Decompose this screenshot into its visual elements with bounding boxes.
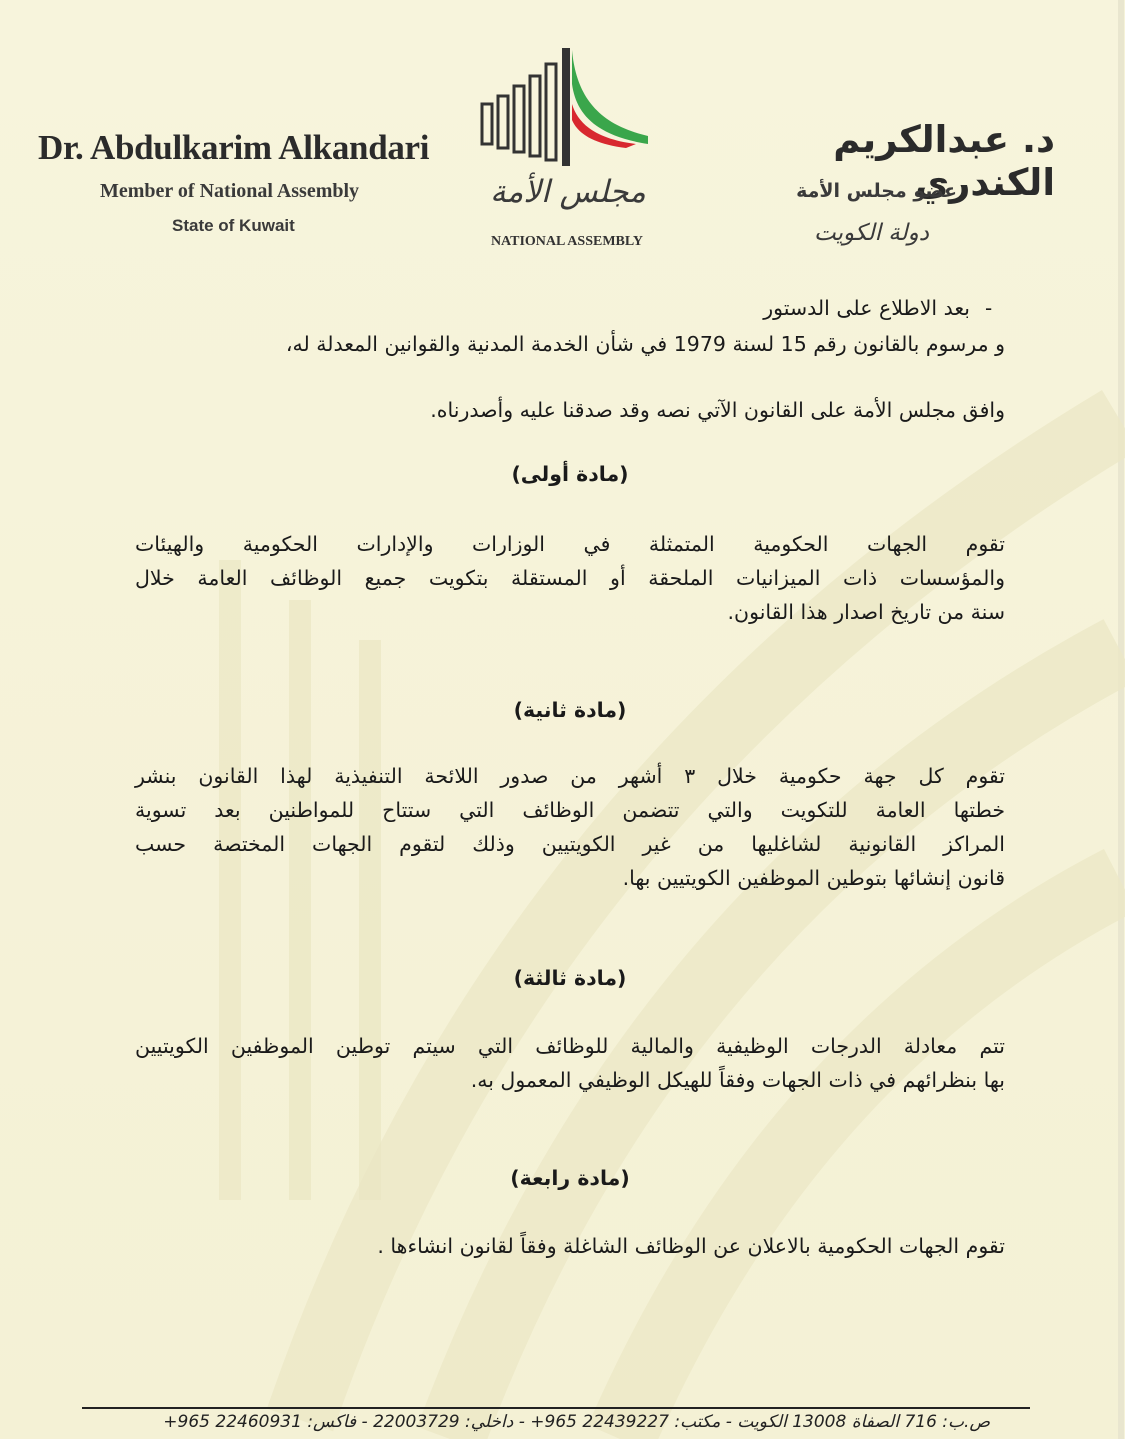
article-3-title: (مادة ثالثة) xyxy=(513,966,627,990)
arabic-role: عضو مجلس الأمة xyxy=(796,180,957,202)
english-state: State of Kuwait xyxy=(172,216,295,235)
article-4-title: (مادة رابعة) xyxy=(510,1166,630,1190)
english-name: Dr. Abdulkarim Alkandari xyxy=(38,128,430,167)
article-1-title: (مادة أولى) xyxy=(511,462,629,486)
footer-contact: ص.ب: 716 الصفاة 13008 الكويت - مكتب: 22439227 965+ - داخلي: 22003729 - فاكس: 22460931 965+ xyxy=(163,1412,990,1432)
arabic-name: د. عبدالكريم الكندري xyxy=(833,118,1055,204)
article-3-line-2: بها بنظرائهم في ذات الجهات وفقاً للهيكل الوظيفي المعمول به. xyxy=(470,1068,1005,1092)
article-1-line-2: والمؤسسات ذات الميزانيات الملحقة أو المستقلة بتكويت جميع الوظائف العامة خلال xyxy=(135,566,1005,590)
national-assembly-logo-icon xyxy=(476,44,656,259)
preamble-line-2: و مرسوم بالقانون رقم 15 لسنة 1979 في شأن الخدمة المدنية والقوانين المعدلة له، xyxy=(285,332,1005,356)
article-2-line-3: المراكز القانونية لشاغليها من غير الكويتيين وذلك لتقوم الجهات المختصة حسب xyxy=(135,832,1005,856)
article-2-line-1: تقوم كل جهة حكومية خلال ٣ أشهر من صدور اللائحة التنفيذية لهذا القانون بنشر xyxy=(135,764,1005,788)
article-2-title: (مادة ثانية) xyxy=(513,698,627,722)
bullet-dash: - xyxy=(985,296,993,320)
article-2-line-2: خطتها العامة للتكويت والتي تتضمن الوظائف التي ستتاح للمواطنين بعد تسوية xyxy=(135,798,1005,822)
approval-statement: وافق مجلس الأمة على القانون الآتي نصه وقد صدقنا عليه وأصدرناه. xyxy=(430,398,1005,422)
article-2-line-4: قانون إنشائها بتوطين الموظفين الكويتيين بها. xyxy=(622,866,1005,890)
logo-arabic-title: مجلس الأمة xyxy=(490,174,646,210)
article-1-line-1: تقوم الجهات الحكومية المتمثلة في الوزارات والإدارات الحكومية والهيئات xyxy=(135,532,1005,556)
article-3-line-1: تتم معادلة الدرجات الوظيفية والمالية للوظائف التي سيتم توطين الموظفين الكويتيين xyxy=(135,1034,1005,1058)
english-role: Member of National Assembly xyxy=(100,180,360,202)
arabic-state: دولة الكويت xyxy=(814,220,929,246)
article-1-line-3: سنة من تاريخ اصدار هذا القانون. xyxy=(727,600,1005,624)
footer-divider xyxy=(82,1407,1030,1409)
logo-english-title: NATIONAL ASSEMBLY xyxy=(490,234,644,249)
preamble-line-1: بعد الاطلاع على الدستور xyxy=(763,296,970,320)
article-4-line-1: تقوم الجهات الحكومية بالاعلان عن الوظائف الشاغلة وفقاً لقانون انشاءها . xyxy=(377,1234,1005,1258)
